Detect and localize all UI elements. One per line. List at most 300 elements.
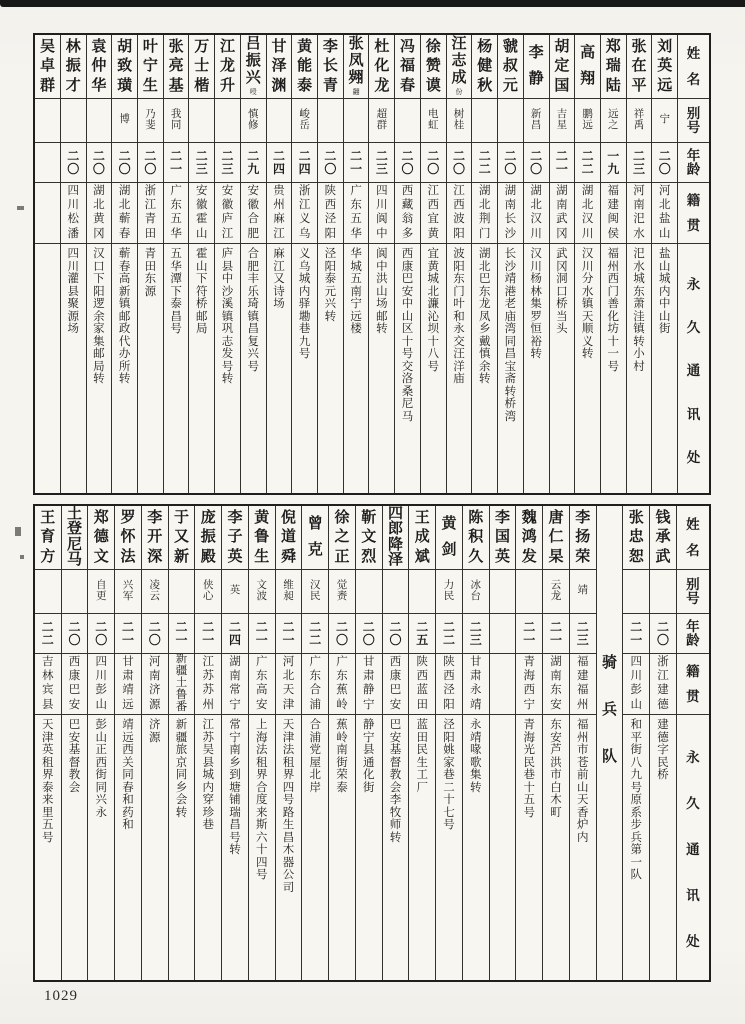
origin-cell bbox=[490, 654, 516, 715]
roster-table-upper bbox=[33, 33, 711, 495]
origin-cell: 陕 西 泾 阳 bbox=[436, 654, 462, 715]
address-cell: 福 州 市 苍 前 山 天 香 炉 内 bbox=[576, 719, 589, 844]
age-cell: 二 〇 bbox=[447, 143, 472, 183]
origin-cell: 江 苏 苏 州 bbox=[195, 654, 221, 715]
roster-entry-column bbox=[523, 35, 549, 493]
address-cell: 泾 阳 姚 家 巷 二 十 七 号 bbox=[443, 719, 455, 831]
origin-cell: 贵 州 麻 江 bbox=[267, 183, 292, 244]
age-cell: 二 一 bbox=[550, 143, 575, 183]
alias-cell bbox=[395, 99, 420, 143]
age-cell: 二 〇 bbox=[421, 143, 446, 183]
name-cell: 刘 英 远 bbox=[652, 35, 677, 99]
alias-cell: 乃 斐 bbox=[138, 99, 163, 143]
age-cell bbox=[35, 143, 60, 183]
origin-cell: 四 川 阆 中 bbox=[369, 183, 394, 244]
roster-entry-column bbox=[168, 506, 195, 980]
age-cell: 二 〇 bbox=[395, 143, 420, 183]
address-cell: 五 华 潭 下 泰 昌 号 bbox=[170, 248, 182, 335]
origin-cell: 吉 林 宾 县 bbox=[35, 654, 61, 715]
alias-cell: 新 昌 bbox=[524, 99, 549, 143]
roster-table-lower bbox=[33, 504, 711, 982]
roster-entry-column bbox=[649, 506, 676, 980]
alias-cell bbox=[623, 570, 649, 614]
address-cell: 上 海 法 租 界 合 度 来 斯 六 十 四 号 bbox=[255, 719, 268, 881]
roster-entry-column bbox=[221, 506, 248, 980]
name-cell: 李 扬 荣 bbox=[570, 506, 596, 570]
address-cell: 宜 黄 城 北 濂 沁 坝 十 八 号 bbox=[427, 248, 440, 373]
header-alias: 别 号 bbox=[677, 570, 709, 614]
origin-cell: 河 北 盐 山 bbox=[652, 183, 677, 244]
alias-cell: 觉 赉 bbox=[329, 570, 355, 614]
origin-cell: 甘 肃 永 靖 bbox=[463, 654, 489, 715]
address-cell: 霍 山 下 符 桥 邮 局 bbox=[196, 248, 208, 335]
origin-cell: 江 西 波 阳 bbox=[447, 183, 472, 244]
alias-cell bbox=[35, 570, 61, 614]
origin-cell: 甘 肃 静 宁 bbox=[356, 654, 382, 715]
roster-entry-column bbox=[266, 35, 292, 493]
name-cell: 张 亮 基 bbox=[164, 35, 189, 99]
name-cell: 高 翔 bbox=[575, 35, 600, 99]
name-cell: 张 忠 恕 bbox=[623, 506, 649, 570]
age-cell: 二 〇 bbox=[142, 614, 168, 654]
roster-entry-column bbox=[61, 506, 88, 980]
roster-entry-column bbox=[462, 506, 489, 980]
origin-cell: 安 徽 霍 山 bbox=[189, 183, 214, 244]
address-cell: 华 城 五 南 宁 远 楼 bbox=[350, 248, 362, 335]
roster-entry-column bbox=[60, 35, 86, 493]
header-column bbox=[677, 35, 709, 493]
header-column bbox=[676, 506, 709, 980]
origin-cell: 浙 江 青 田 bbox=[138, 183, 163, 244]
origin-cell: 湖 南 武 冈 bbox=[550, 183, 575, 244]
origin-cell: 河 南 汜 水 bbox=[627, 183, 652, 244]
name-cell: 钱 承 武 bbox=[650, 506, 676, 570]
name-cell: 郑 瑞 陆 bbox=[601, 35, 626, 99]
address-cell: 天 津 法 租 界 四 号 路 生 昌 木 器 公 司 bbox=[282, 719, 295, 894]
age-cell: 二 三 bbox=[627, 143, 652, 183]
address-cell: 西 康 巴 安 中 山 区 十 号 交 洛 桑 尼 马 bbox=[401, 248, 414, 423]
address-cell: 常 宁 南 乡 到 塘 铺 瑞 昌 号 转 bbox=[229, 719, 241, 856]
header-age: 年 龄 bbox=[678, 143, 709, 183]
alias-cell bbox=[318, 99, 343, 143]
origin-cell: 河 南 济 源 bbox=[142, 654, 168, 715]
age-cell: 二 〇 bbox=[329, 614, 355, 654]
roster-entry-column bbox=[163, 35, 189, 493]
origin-cell bbox=[35, 183, 60, 244]
scan-speck bbox=[15, 527, 21, 536]
origin-cell: 广 东 五 华 bbox=[344, 183, 369, 244]
name-cell: 叶 宁 生 bbox=[138, 35, 163, 99]
name-cell: 虢 叔 元 bbox=[498, 35, 523, 99]
origin-cell: 青 海 西 宁 bbox=[516, 654, 542, 715]
origin-cell: 湖 北 汉 川 bbox=[575, 183, 600, 244]
roster-entry-column bbox=[188, 35, 214, 493]
name-cell: 甘 泽 渊 bbox=[267, 35, 292, 99]
address-cell: 武 冈 洞 口 桥 当 头 bbox=[556, 248, 568, 335]
origin-cell: 湖 南 长 沙 bbox=[498, 183, 523, 244]
age-cell: 二 二 bbox=[35, 614, 61, 654]
unit-divider-column bbox=[596, 506, 623, 980]
roster-entry-column bbox=[622, 506, 649, 980]
name-cell: 汪 志 成 份 bbox=[447, 35, 472, 99]
origin-cell: 甘 肃 靖 远 bbox=[115, 654, 141, 715]
origin-cell: 安 徽 合 肥 bbox=[241, 183, 266, 244]
roster-entry-column bbox=[394, 35, 420, 493]
age-cell: 二 〇 bbox=[652, 143, 677, 183]
alias-cell: 兴 军 bbox=[115, 570, 141, 614]
origin-cell: 湖 北 蕲 春 bbox=[112, 183, 137, 244]
age-cell: 二 九 bbox=[241, 143, 266, 183]
alias-cell: 云 龙 bbox=[543, 570, 569, 614]
name-cell: 李 子 英 bbox=[222, 506, 248, 570]
origin-cell: 四 川 彭 山 bbox=[623, 654, 649, 715]
age-cell: 二 一 bbox=[276, 614, 302, 654]
age-cell: 二 三 bbox=[215, 143, 240, 183]
name-cell: 胡 致 璜 bbox=[112, 35, 137, 99]
alias-cell bbox=[87, 99, 112, 143]
age-cell: 二 一 bbox=[115, 614, 141, 654]
name-cell: 徐 赞 谟 bbox=[421, 35, 446, 99]
address-cell: 青 海 光 民 巷 十 五 号 bbox=[523, 719, 535, 819]
address-cell: 彭 山 正 西 街 同 兴 永 bbox=[95, 719, 107, 819]
address-cell: 汜 水 城 东 萧 洼 镇 转 小 村 bbox=[633, 248, 645, 373]
address-cell: 永 靖 喙 歌 集 转 bbox=[469, 719, 482, 794]
alias-cell bbox=[35, 99, 60, 143]
roster-entry-column bbox=[328, 506, 355, 980]
age-cell: 二 三 bbox=[463, 614, 489, 654]
name-cell: 魏 鸿 发 bbox=[516, 506, 542, 570]
roster-entry-column bbox=[114, 506, 141, 980]
age-cell: 二 〇 bbox=[88, 614, 114, 654]
name-cell: 李 国 英 bbox=[490, 506, 516, 570]
age-cell bbox=[490, 614, 516, 654]
name-cell: 庞 振 殿 bbox=[195, 506, 221, 570]
alias-cell bbox=[498, 99, 523, 143]
origin-cell: 福 建 福 州 bbox=[570, 654, 596, 715]
age-cell: 二 二 bbox=[575, 143, 600, 183]
origin-cell: 湖 北 黄 冈 bbox=[87, 183, 112, 244]
roster-entry-column bbox=[214, 35, 240, 493]
address-cell: 盐 山 城 内 中 山 街 bbox=[658, 248, 671, 335]
name-cell: 郑 德 文 bbox=[88, 506, 114, 570]
age-cell: 二 一 bbox=[516, 614, 542, 654]
age-cell: 二 四 bbox=[292, 143, 317, 183]
header-address: 永 久 通 讯 处 bbox=[686, 750, 700, 950]
name-cell: 万 士 楷 bbox=[189, 35, 214, 99]
address-cell: 义 乌 城 内 驿 墈 巷 九 号 bbox=[298, 248, 311, 360]
age-cell: 二 一 bbox=[164, 143, 189, 183]
origin-cell: 浙 江 义 乌 bbox=[292, 183, 317, 244]
origin-cell: 广 东 蕉 岭 bbox=[329, 654, 355, 715]
header-alias: 别 号 bbox=[678, 99, 709, 143]
alias-cell: 力 民 bbox=[436, 570, 462, 614]
roster-entry-column bbox=[248, 506, 275, 980]
age-cell: 二 一 bbox=[195, 614, 221, 654]
roster-entry-column bbox=[489, 506, 516, 980]
roster-entry-column bbox=[137, 35, 163, 493]
origin-cell: 四 川 松 潘 bbox=[61, 183, 86, 244]
age-cell: 二 四 bbox=[267, 143, 292, 183]
alias-cell: 文 波 bbox=[249, 570, 275, 614]
age-cell: 二 三 bbox=[570, 614, 596, 654]
roster-entry-column bbox=[368, 35, 394, 493]
roster-entry-column bbox=[275, 506, 302, 980]
roster-entry-column bbox=[317, 35, 343, 493]
age-cell: 二 二 bbox=[472, 143, 497, 183]
origin-cell: 湖 北 荆 门 bbox=[472, 183, 497, 244]
scan-edge-artifact bbox=[0, 0, 745, 7]
alias-cell bbox=[472, 99, 497, 143]
roster-entry-column bbox=[141, 506, 168, 980]
roster-entry-column bbox=[194, 506, 221, 980]
address-cell: 巴 安 基 督 教 会 李 牧 师 转 bbox=[389, 719, 402, 844]
alias-cell bbox=[650, 570, 676, 614]
address-cell: 合 浦 党 屋 北 岸 bbox=[309, 719, 321, 794]
origin-cell: 湖 南 常 宁 bbox=[222, 654, 248, 715]
address-cell: 建 德 字 民 桥 bbox=[657, 719, 669, 781]
name-cell: 于 又 新 bbox=[169, 506, 195, 570]
age-cell: 二 一 bbox=[249, 614, 275, 654]
age-cell: 二 三 bbox=[369, 143, 394, 183]
origin-cell: 西 藏 翁 多 bbox=[395, 183, 420, 244]
alias-cell bbox=[62, 570, 88, 614]
address-cell: 长 沙 靖 港 老 庙 湾 同 昌 宝 斋 转 桥 湾 bbox=[504, 248, 517, 423]
roster-entry-column bbox=[382, 506, 409, 980]
address-cell: 和 平 街 八 九 号 原 系 步 兵 第 一 队 bbox=[630, 719, 642, 881]
age-cell: 二 二 bbox=[436, 614, 462, 654]
alias-cell bbox=[490, 570, 516, 614]
address-cell: 蕲 春 高 新 镇 邮 政 代 办 所 转 bbox=[118, 248, 131, 385]
origin-cell: 西 康 巴 安 bbox=[383, 654, 409, 715]
address-cell: 新 疆 旅 京 同 乡 会 转 bbox=[175, 719, 188, 819]
roster-entry-column bbox=[240, 35, 266, 493]
age-cell: 二 一 bbox=[543, 614, 569, 654]
origin-cell: 河 北 天 津 bbox=[276, 654, 302, 715]
alias-cell: 超 群 bbox=[369, 99, 394, 143]
origin-cell: 浙 江 建 德 bbox=[650, 654, 676, 715]
name-cell: 王 育 方 bbox=[35, 506, 61, 570]
roster-entry-column bbox=[87, 506, 114, 980]
name-cell: 张 在 平 bbox=[627, 35, 652, 99]
address-cell bbox=[35, 244, 60, 493]
address-cell: 巴 安 基 督 教 会 bbox=[68, 719, 81, 794]
name-cell: 罗 怀 法 bbox=[115, 506, 141, 570]
address-cell bbox=[490, 715, 516, 980]
roster-entry-column bbox=[446, 35, 472, 493]
alias-cell bbox=[169, 570, 195, 614]
name-cell: 吴 卓 群 bbox=[35, 35, 60, 99]
name-cell: 李 静 bbox=[524, 35, 549, 99]
name-cell: 曾 克 bbox=[302, 506, 328, 570]
age-cell: 二 〇 bbox=[524, 143, 549, 183]
address-cell: 福 州 西 门 善 化 坊 十 一 号 bbox=[607, 248, 620, 373]
roster-entry-column bbox=[301, 506, 328, 980]
alias-cell bbox=[61, 99, 86, 143]
address-cell: 蓝 田 民 生 工 厂 bbox=[416, 719, 428, 794]
origin-cell: 广 东 合 浦 bbox=[302, 654, 328, 715]
origin-cell: 新 疆 土 鲁 番 bbox=[169, 654, 195, 715]
name-cell: 黄 剑 bbox=[436, 506, 462, 570]
alias-cell: 冰 台 bbox=[463, 570, 489, 614]
address-cell: 湖 北 巴 东 龙 凤 乡 戴 慎 余 转 bbox=[478, 248, 491, 385]
roster-entry-column bbox=[408, 506, 435, 980]
origin-cell: 江 西 宜 黄 bbox=[421, 183, 446, 244]
age-cell: 二 四 bbox=[222, 614, 248, 654]
age-cell: 二 三 bbox=[189, 143, 214, 183]
scan-speck bbox=[20, 555, 24, 559]
alias-cell bbox=[344, 99, 369, 143]
header-name: 姓 名 bbox=[678, 35, 709, 99]
header-name: 姓 名 bbox=[677, 506, 709, 570]
roster-entry-column bbox=[35, 506, 61, 980]
alias-cell bbox=[383, 570, 409, 614]
unit-divider-label: 骑 兵 队 bbox=[601, 655, 617, 765]
origin-cell: 福 建 闽 侯 bbox=[601, 183, 626, 244]
age-cell: 二 一 bbox=[623, 614, 649, 654]
alias-cell: 远 之 bbox=[601, 99, 626, 143]
roster-entry-column bbox=[497, 35, 523, 493]
alias-cell: 慎 修 bbox=[241, 99, 266, 143]
address-cell: 静 宁 县 通 化 街 bbox=[362, 719, 375, 794]
page-number: 1029 bbox=[44, 988, 78, 1004]
address-cell: 波 阳 东 门 叶 和 永 交 汪 洋 庙 bbox=[453, 248, 465, 385]
name-cell: 江 龙 升 bbox=[215, 35, 240, 99]
address-cell: 汉 口 下 阳 逻 余 家 集 邮 局 转 bbox=[93, 248, 105, 385]
address-cell: 济 源 bbox=[148, 719, 161, 744]
alias-cell: 维 昶 bbox=[276, 570, 302, 614]
address-cell: 蕉 岭 南 街 荣 泰 bbox=[336, 719, 348, 794]
name-cell: 徐 之 正 bbox=[329, 506, 355, 570]
address-cell: 四 川 灌 县 聚 源 场 bbox=[67, 248, 79, 335]
address-cell: 江 苏 吴 县 城 内 穿 珍 巷 bbox=[202, 719, 214, 831]
alias-cell: 鹏 远 bbox=[575, 99, 600, 143]
alias-cell: 英 bbox=[222, 570, 248, 614]
alias-cell: 侠 心 bbox=[195, 570, 221, 614]
roster-entry-column bbox=[420, 35, 446, 493]
name-cell: 李 长 青 bbox=[318, 35, 343, 99]
origin-cell: 西 康 巴 安 bbox=[62, 654, 88, 715]
age-cell: 二 〇 bbox=[356, 614, 382, 654]
address-cell: 合 肥 丰 乐 琦 镇 昌 复 兴 号 bbox=[247, 248, 259, 373]
age-cell: 二 〇 bbox=[498, 143, 523, 183]
name-cell: 张 凤 翙 翽 bbox=[344, 35, 369, 99]
alias-cell: 自 更 bbox=[88, 570, 114, 614]
origin-cell: 湖 北 汉 川 bbox=[524, 183, 549, 244]
name-cell: 黄 能 泰 bbox=[292, 35, 317, 99]
name-cell: 土 登 尼 马 bbox=[62, 506, 88, 570]
alias-cell: 汉 民 bbox=[302, 570, 328, 614]
origin-cell: 四 川 彭 山 bbox=[88, 654, 114, 715]
alias-cell: 博 bbox=[112, 99, 137, 143]
roster-entry-column bbox=[569, 506, 596, 980]
roster-entry-column bbox=[355, 506, 382, 980]
name-cell: 林 振 才 bbox=[61, 35, 86, 99]
name-cell: 杜 化 龙 bbox=[369, 35, 394, 99]
alias-cell: 靖 bbox=[570, 570, 596, 614]
origin-cell: 陕 西 蓝 田 bbox=[409, 654, 435, 715]
roster-entry-column bbox=[291, 35, 317, 493]
age-cell: 二 〇 bbox=[383, 614, 409, 654]
roster-entry-column bbox=[86, 35, 112, 493]
origin-cell: 广 东 高 安 bbox=[249, 654, 275, 715]
alias-cell: 树 桂 bbox=[447, 99, 472, 143]
roster-entry-column bbox=[574, 35, 600, 493]
address-cell: 东 安 芦 洪 市 白 木 町 bbox=[550, 719, 562, 819]
header-origin: 籍 贯 bbox=[677, 654, 709, 715]
alias-cell bbox=[267, 99, 292, 143]
alias-cell: 峻 岳 bbox=[292, 99, 317, 143]
alias-cell bbox=[356, 570, 382, 614]
name-cell: 倪 道 舜 bbox=[276, 506, 302, 570]
age-cell: 二 五 bbox=[409, 614, 435, 654]
header-origin: 籍 贯 bbox=[678, 183, 709, 244]
name-cell: 王 成 斌 bbox=[409, 506, 435, 570]
roster-entry-column bbox=[651, 35, 677, 493]
address-cell: 庐 县 中 沙 溪 镇 巩 志 发 号 转 bbox=[221, 248, 234, 385]
address-cell: 汉 川 杨 林 集 罗 恒 裕 转 bbox=[530, 248, 542, 360]
address-cell: 青 田 东 源 bbox=[144, 248, 157, 298]
name-cell: 冯 福 春 bbox=[395, 35, 420, 99]
roster-entry-column bbox=[435, 506, 462, 980]
name-cell: 袁 仲 华 bbox=[87, 35, 112, 99]
name-cell: 李 开 深 bbox=[142, 506, 168, 570]
age-cell: 二 〇 bbox=[61, 143, 86, 183]
roster-entry-column bbox=[626, 35, 652, 493]
name-cell: 吕 振 兴 㖟 bbox=[241, 35, 266, 99]
address-cell: 汉 川 分 水 镇 天 顺 义 转 bbox=[581, 248, 594, 360]
age-cell: 二 〇 bbox=[87, 143, 112, 183]
age-cell: 一 九 bbox=[601, 143, 626, 183]
age-cell: 二 〇 bbox=[112, 143, 137, 183]
age-cell: 二 〇 bbox=[62, 614, 88, 654]
roster-entry-column bbox=[542, 506, 569, 980]
age-cell: 二 〇 bbox=[318, 143, 343, 183]
alias-cell bbox=[215, 99, 240, 143]
roster-entry-column bbox=[549, 35, 575, 493]
roster-entry-column bbox=[35, 35, 60, 493]
age-cell: 二 〇 bbox=[138, 143, 163, 183]
address-cell: 天 津 英 租 界 泰 来 里 五 号 bbox=[41, 719, 54, 844]
age-cell: 二 一 bbox=[344, 143, 369, 183]
alias-cell: 电 虹 bbox=[421, 99, 446, 143]
address-cell: 泾 阳 泰 元 兴 转 bbox=[324, 248, 337, 323]
address-cell: 麻 江 又 诗 场 bbox=[273, 248, 285, 310]
roster-entry-column bbox=[343, 35, 369, 493]
alias-cell: 祥 禹 bbox=[627, 99, 652, 143]
name-cell: 胡 定 国 bbox=[550, 35, 575, 99]
alias-cell: 凌 云 bbox=[142, 570, 168, 614]
origin-cell: 湖 南 东 安 bbox=[543, 654, 569, 715]
alias-cell bbox=[409, 570, 435, 614]
header-age: 年 龄 bbox=[677, 614, 709, 654]
age-cell: 二 〇 bbox=[650, 614, 676, 654]
name-cell: 陈 积 久 bbox=[463, 506, 489, 570]
roster-entry-column bbox=[600, 35, 626, 493]
name-cell: 靳 文 烈 bbox=[356, 506, 382, 570]
address-cell: 靖 远 西 关 同 春 和 药 和 bbox=[122, 719, 134, 831]
alias-cell: 宁 bbox=[652, 99, 677, 143]
origin-cell: 安 徽 庐 江 bbox=[215, 183, 240, 244]
origin-cell: 陕 西 泾 阳 bbox=[318, 183, 343, 244]
origin-cell: 广 东 五 华 bbox=[164, 183, 189, 244]
address-cell: 阆 中 洪 山 场 邮 转 bbox=[376, 248, 388, 335]
alias-cell: 吉 星 bbox=[550, 99, 575, 143]
roster-entry-column bbox=[471, 35, 497, 493]
roster-entry-column bbox=[515, 506, 542, 980]
name-cell: 黄 鲁 生 bbox=[249, 506, 275, 570]
age-cell: 二 二 bbox=[302, 614, 328, 654]
header-address: 永 久 通 讯 处 bbox=[686, 276, 701, 465]
